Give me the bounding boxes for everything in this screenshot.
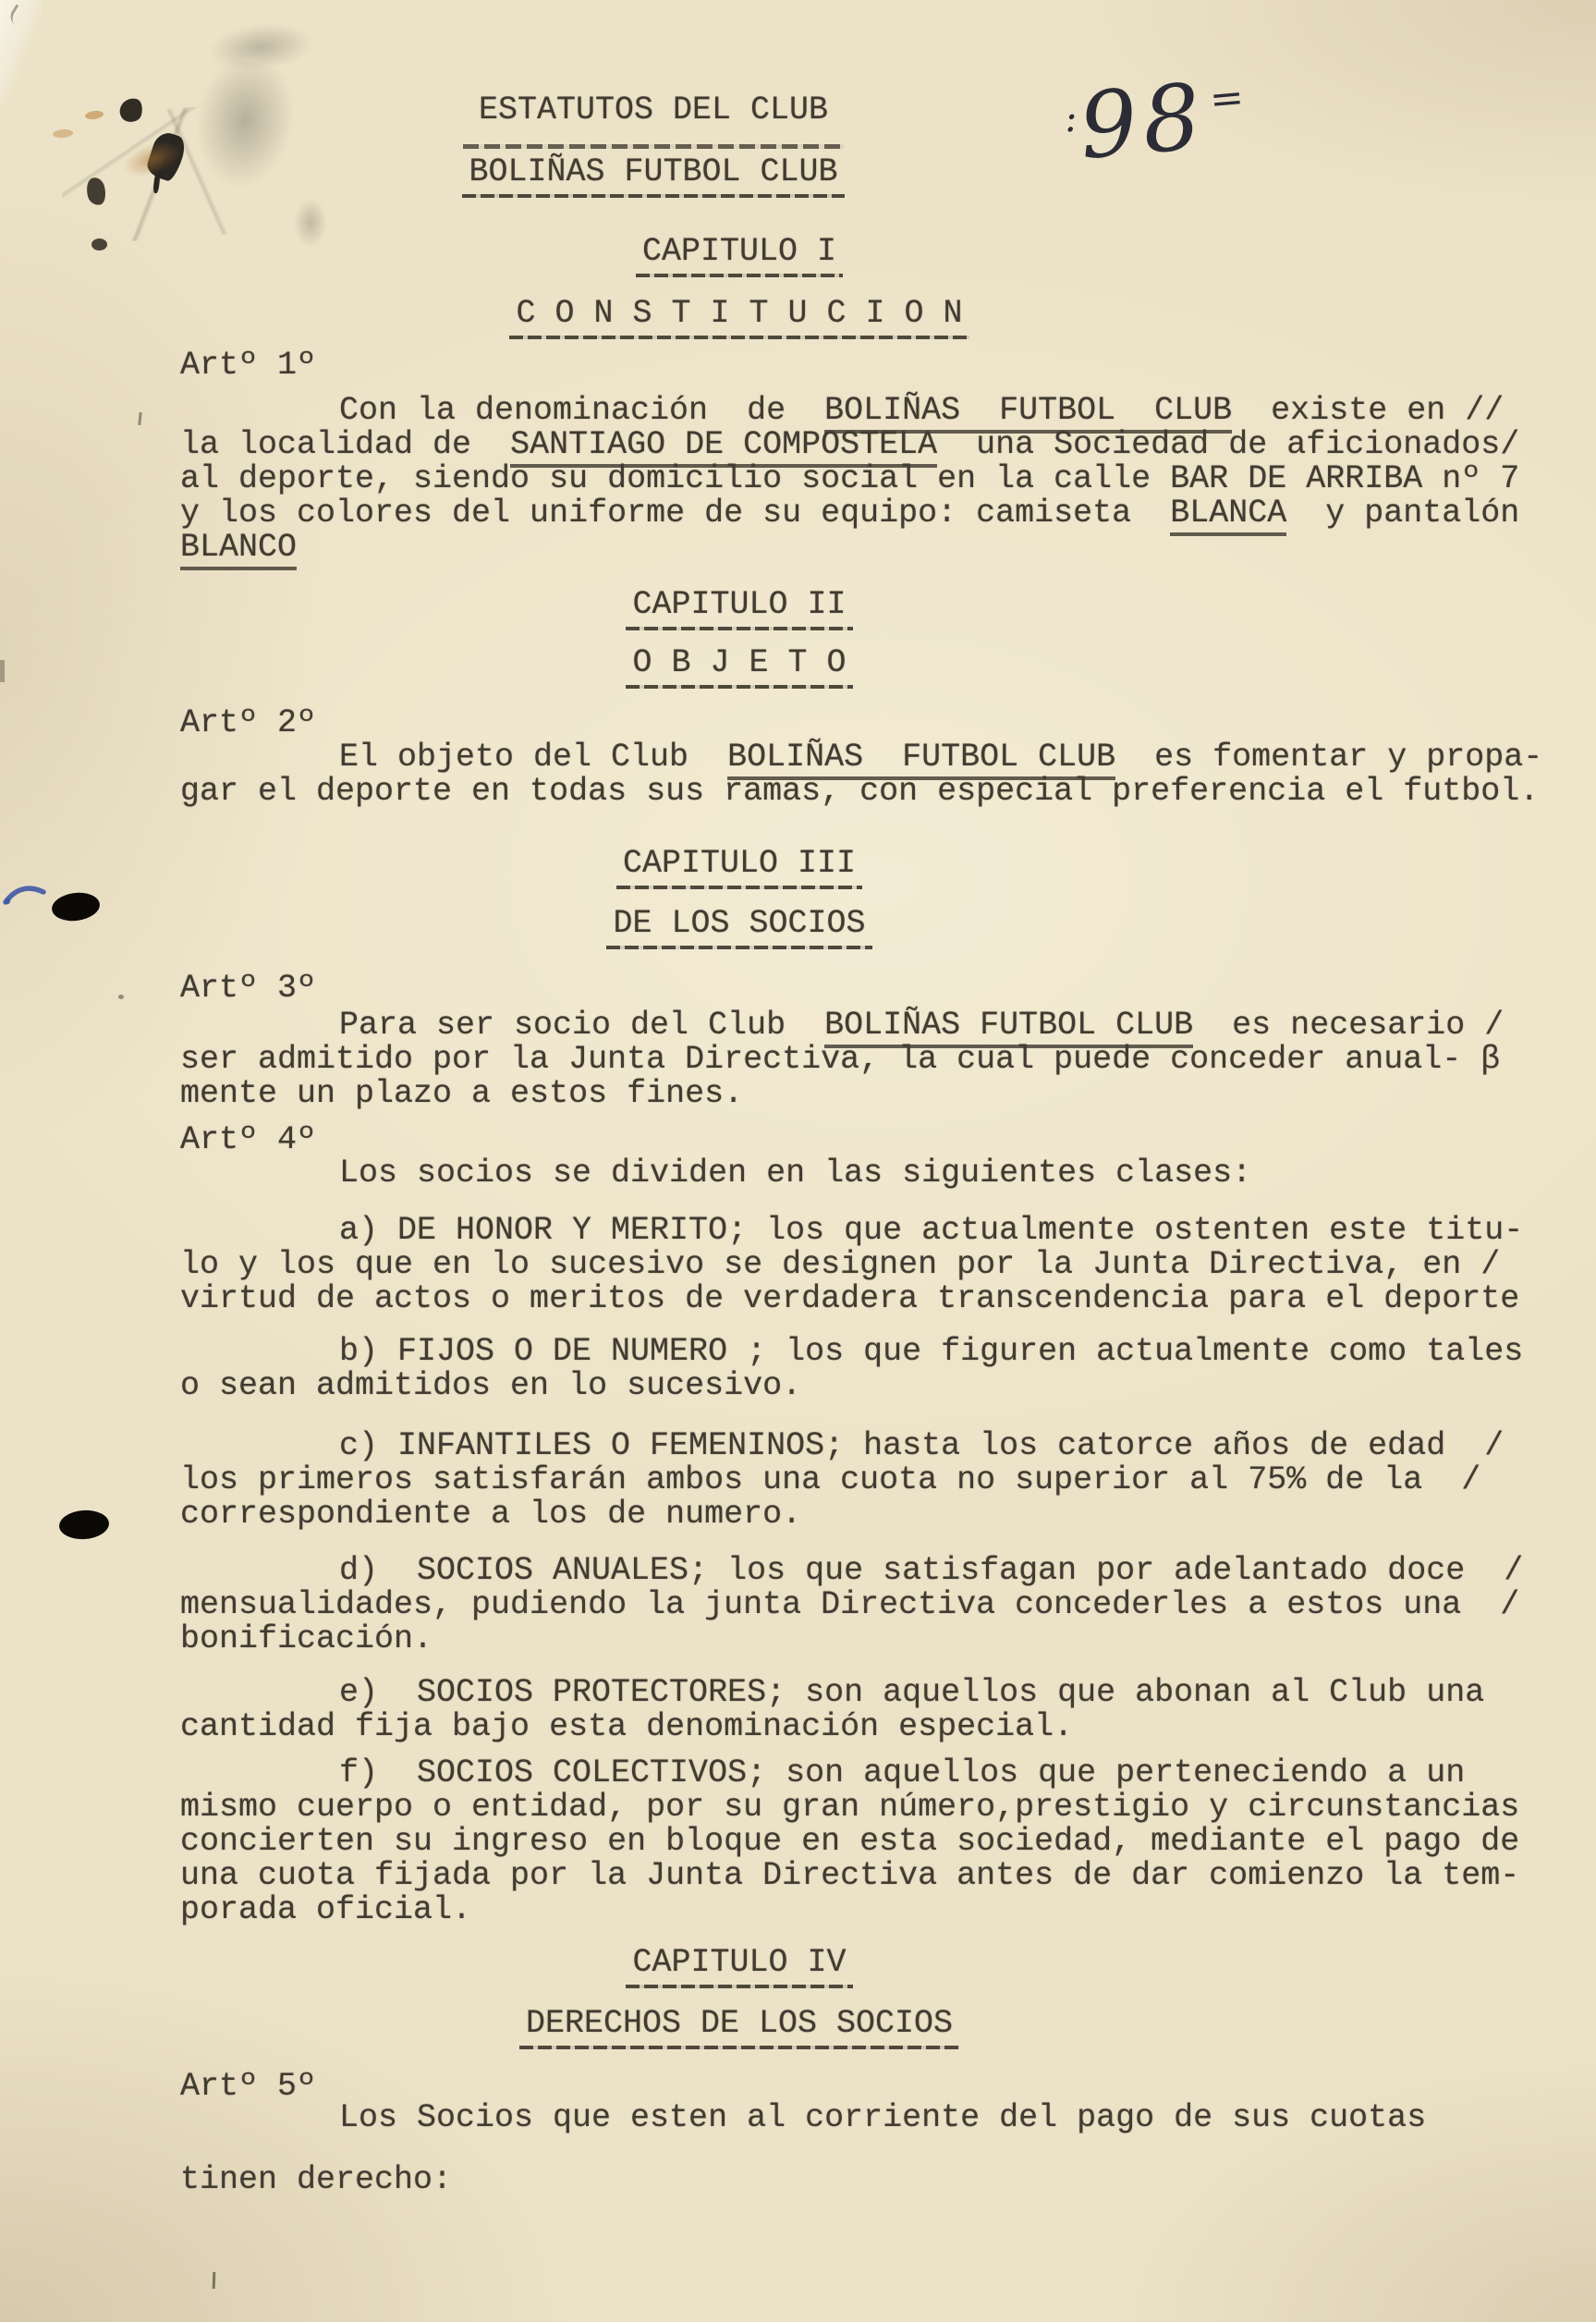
stray-mark <box>118 995 124 999</box>
text-line <box>180 2101 1596 2135</box>
text-line <box>180 1335 1596 1369</box>
text-span: a) DE HONOR Y MERITO; los que actualmente ostenten este titu- <box>339 1212 1524 1249</box>
ink-blot <box>91 238 107 251</box>
text-line <box>180 1156 1596 1191</box>
text-span: los primeros satisfarán ambos una cuota no superior al 75% de la / <box>180 1461 1481 1498</box>
text-span: lo y los que en lo sucesivo se designen por la Junta Directiva, en / <box>180 1246 1501 1283</box>
text-span: b) FIJOS O DE NUMERO ; los que figuren actualmente como tales <box>339 1333 1524 1370</box>
annotation-prefix: : <box>1062 94 1078 141</box>
text-span: Para ser socio del Club <box>339 1007 825 1044</box>
text-line <box>180 428 1596 462</box>
text-line <box>180 1463 1596 1497</box>
text-span: Los socios se dividen en las siguientes clases: <box>339 1155 1252 1192</box>
text-span: es necesario / <box>1193 1007 1505 1044</box>
text-line <box>180 1825 1596 1859</box>
text-line <box>180 1588 1596 1622</box>
text-span: El objeto del Club <box>339 739 728 776</box>
chapter-heading-text: C O N S T I T U C I O N <box>509 297 969 339</box>
text-span: la localidad de <box>180 426 511 463</box>
text-line <box>180 1429 1596 1463</box>
text-span: f) SOCIOS COLECTIVOS; son aquellos que perteneciendo a un <box>339 1754 1466 1791</box>
chapter-heading <box>180 847 1298 889</box>
text-span: mente un plazo a estos fines. <box>180 1075 744 1112</box>
chapter-heading-text: CAPITULO IV <box>626 1946 852 1988</box>
article-label: Artº 4º <box>180 1121 317 1158</box>
text-line <box>180 1248 1596 1282</box>
paragraph <box>180 740 1596 809</box>
text-span: o sean admitidos en lo sucesivo. <box>180 1367 802 1404</box>
text-span: ser admitido por la Junta Directiva, la cual puede conceder anual- β <box>180 1041 1501 1078</box>
text-line <box>180 1077 1596 1111</box>
text-line <box>180 1756 1596 1790</box>
text-line <box>180 1710 1596 1744</box>
underlined-text: BOLIÑAS FUTBOL CLUB <box>824 1007 1193 1048</box>
text-span: gar el deporte en todas sus ramas, con especial preferencia el futbol. <box>180 773 1540 810</box>
chapter-heading-text: CAPITULO II <box>626 588 852 630</box>
underlined-text: BLANCO <box>180 529 297 570</box>
text-span: mismo cuerpo o entidad, por su gran número,prestigio y circunstancias <box>180 1789 1520 1826</box>
text-span: correspondiente a los de numero. <box>180 1496 802 1533</box>
text-line <box>180 496 1596 531</box>
text-line <box>180 1790 1596 1825</box>
chapter-heading <box>180 297 1298 339</box>
text-span: d) SOCIOS ANUALES; los que satisfagan por adelantado doce / <box>339 1552 1524 1589</box>
chapter-heading-text: CAPITULO I <box>636 235 843 277</box>
hole-punch <box>50 890 101 923</box>
underlined-text: BOLIÑAS FUTBOL CLUB <box>824 392 1232 434</box>
text-span: Los Socios que esten al corriente del pago de sus cuotas <box>339 2099 1427 2136</box>
hole-punch <box>58 1509 110 1541</box>
document-title: ESTATUTOS DEL CLUB <box>478 92 829 128</box>
text-line <box>180 1676 1596 1710</box>
text-span: concierten su ingreso en bloque en esta sociedad, mediante el pago de <box>180 1823 1520 1860</box>
text-span: Con la denominación de <box>339 392 825 429</box>
text-line <box>180 531 1596 565</box>
text-line <box>180 394 1596 428</box>
text-line <box>180 1008 1596 1043</box>
document-subtitle-text: BOLIÑAS FUTBOL CLUB <box>462 155 844 198</box>
text-line <box>180 1369 1596 1403</box>
text-span: tinen derecho: <box>180 2161 453 2198</box>
article-label: Artº 2º <box>180 704 317 741</box>
text-span: y los colores del uniforme de su equipo: camiseta <box>180 495 1171 532</box>
text-line <box>180 1497 1596 1532</box>
stray-mark <box>0 660 5 682</box>
document-subtitle <box>180 155 1127 198</box>
paragraph <box>180 2101 1596 2135</box>
text-span: c) INFANTILES O FEMENINOS; hasta los catorce años de edad / <box>339 1427 1505 1464</box>
text-line <box>180 1859 1596 1893</box>
chapter-heading-text: CAPITULO III <box>616 847 862 889</box>
blue-pen-mark <box>2 880 46 910</box>
paragraph <box>180 1008 1596 1111</box>
text-span: mensualidades, pudiendo la junta Directiva concederles a estos una / <box>180 1586 1520 1623</box>
text-span: existe en // <box>1232 392 1505 429</box>
paragraph <box>180 1676 1596 1744</box>
paragraph <box>180 1554 1596 1656</box>
underlined-text: SANTIAGO DE COMPOSTELA <box>510 426 937 468</box>
chapter-heading <box>180 907 1298 949</box>
chapter-heading-text: DE LOS SOCIOS <box>606 907 871 949</box>
chapter-heading <box>180 588 1298 630</box>
chapter-heading-text: O B J E T O <box>626 646 852 689</box>
paragraph <box>180 1214 1596 1316</box>
paragraph <box>180 1156 1596 1191</box>
chapter-heading <box>180 2007 1298 2049</box>
text-line <box>180 1043 1596 1077</box>
title-dash-underline <box>180 137 1127 153</box>
paragraph <box>180 2163 1596 2197</box>
paragraph <box>180 1429 1596 1532</box>
text-line <box>180 1554 1596 1588</box>
text-span: al deporte, siendo su domicilio social en la calle BAR DE ARRIBA nº 7 <box>180 460 1520 497</box>
paragraph <box>180 1756 1596 1927</box>
text-line <box>180 1622 1596 1656</box>
text-span: cantidad fija bajo esta denominación especial. <box>180 1708 1074 1745</box>
chapter-heading <box>180 646 1298 689</box>
text-span: virtud de actos o meritos de verdadera transcendencia para el deporte <box>180 1280 1520 1317</box>
text-span: y pantalón <box>1286 495 1520 532</box>
underlined-text: BOLIÑAS FUTBOL CLUB <box>727 739 1115 780</box>
text-span: porada oficial. <box>180 1891 472 1928</box>
article-label: Artº 5º <box>180 2068 317 2105</box>
text-line <box>180 462 1596 496</box>
chapter-heading-text: DERECHOS DE LOS SOCIOS <box>519 2007 959 2049</box>
document-content <box>180 0 1596 2322</box>
article-label: Artº 3º <box>180 970 317 1007</box>
text-line <box>180 740 1596 775</box>
text-span: una Sociedad de aficionados/ <box>937 426 1520 463</box>
underlined-text: BLANCA <box>1170 495 1286 536</box>
text-span: e) SOCIOS PROTECTORES; son aquellos que abonan al Club una <box>339 1674 1485 1711</box>
text-span: es fomentar y propa- <box>1115 739 1543 776</box>
text-line <box>180 1214 1596 1248</box>
text-line <box>180 775 1596 809</box>
article-label: Artº 1º <box>180 347 317 384</box>
annotation-suffix: = <box>1207 73 1247 124</box>
text-span: una cuota fijada por la Junta Directiva antes de dar comienzo la tem- <box>180 1857 1520 1894</box>
text-span: bonificación. <box>180 1620 433 1657</box>
text-line <box>180 1282 1596 1316</box>
chapter-heading <box>180 1946 1298 1988</box>
text-line <box>180 2163 1596 2197</box>
paragraph <box>180 1335 1596 1403</box>
chapter-heading <box>180 235 1298 277</box>
paragraph <box>180 394 1596 565</box>
stray-mark <box>138 412 141 425</box>
annotation-digits: 98 <box>1075 64 1211 180</box>
text-line <box>180 1893 1596 1927</box>
